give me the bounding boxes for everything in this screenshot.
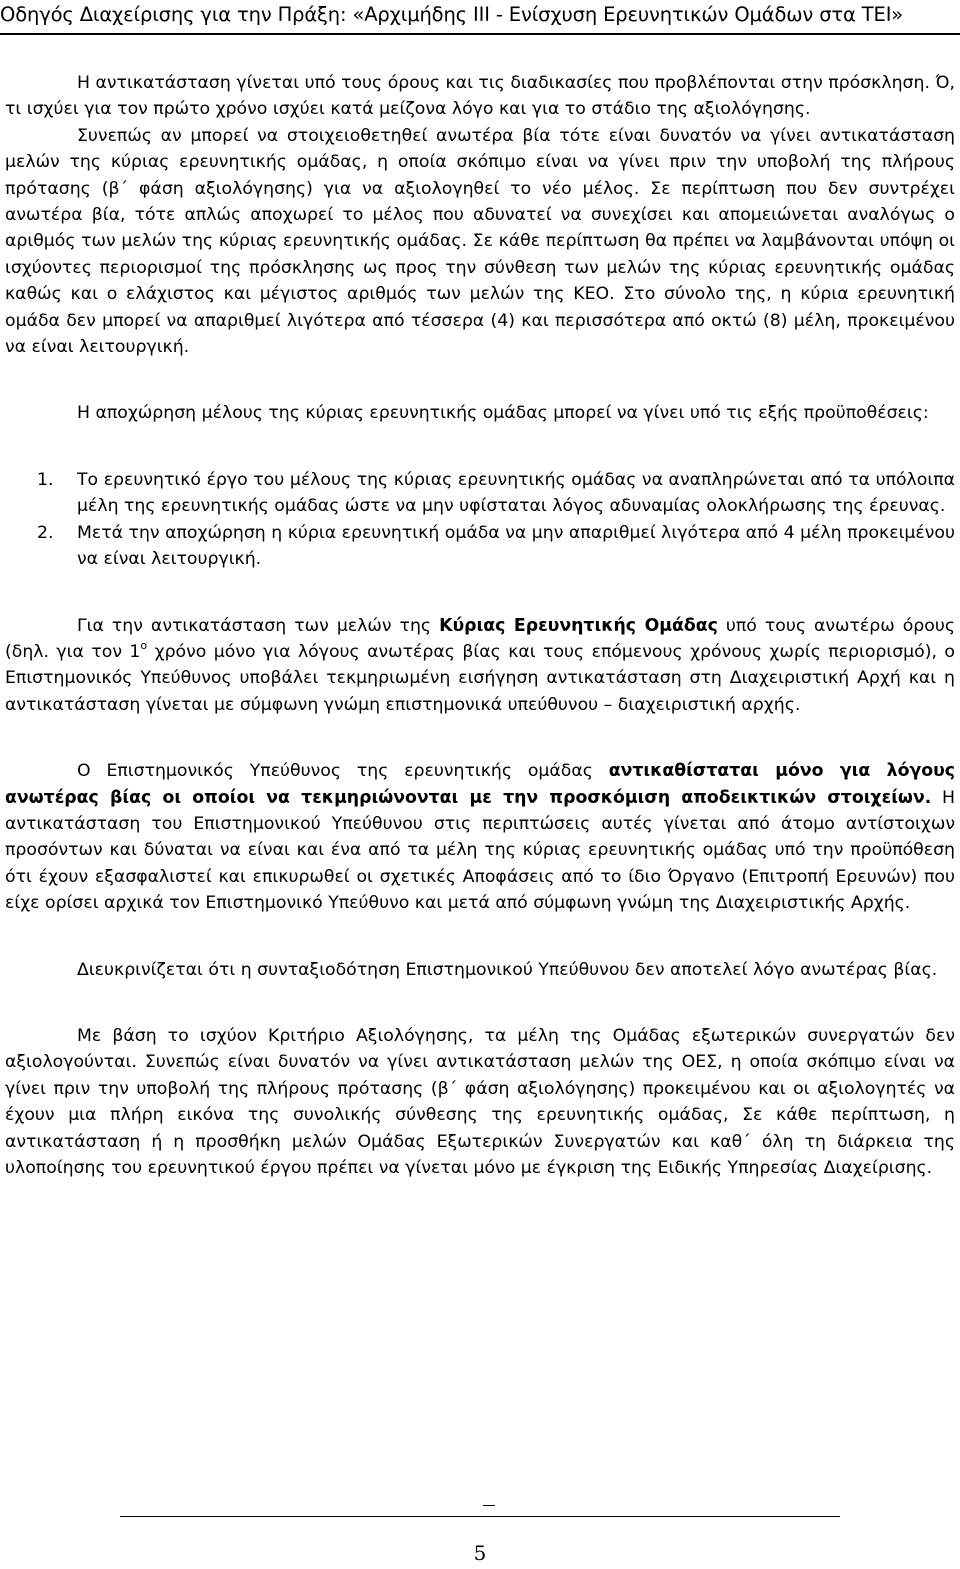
list-item-text: Μετά την αποχώρηση η κύρια ερευνητική ομάδα να μην απαριθμεί λιγότερα από 4 μέλη προκειμένου να είναι λειτουργική. <box>77 522 955 570</box>
emphasized-condition: αντικαθίσταται μόνο για λόγους ανωτέρας βίας οι οποίοι να τεκμηριώνονται με την προσκόμιση αποδεικτικών στοιχείων. <box>5 761 955 808</box>
paragraph-external-partners: Με βάση το ισχύον Κριτήριο Αξιολόγησης, τα μέλη της Ομάδας εξωτερικών συνεργατών δεν αξιολογούνται. Συνεπώς είναι δυνατόν να γίνει αντικατάσταση μελών της ΟΕΣ, η οποία σκόπιμο είναι να γίνει πριν την υποβολή της πλήρους πρότασης (β΄ φάση αξιολόγησης) προκειμένου και οι αξιολογητές να έχουν μια πλήρη εικόνα της συνολικής σύνθεσης της ερευνητικής ομάδας, Σε κάθε περίπτωση, η αντικατάσταση ή η προσθήκη μελών Ομάδας Εξωτερικών Συνεργατών και καθ΄ όλη τη διάρκεια της υλοποίησης του ερευνητικού έργου πρέπει να γίνεται μόνο με έγκριση της Ειδικής Υπηρεσίας Διαχείρισης. <box>5 1025 955 1178</box>
ordinal-superscript: ο <box>140 638 148 652</box>
paragraph-withdrawal-conditions: Η αποχώρηση μέλους της κύριας ερευνητικής ομάδας μπορεί να γίνει υπό τις εξής προϋποθέσεις: <box>77 403 929 424</box>
footer-mark <box>483 1505 495 1506</box>
list-item-number: 1. <box>37 469 54 490</box>
header-title: Οδηγός Διαχείρισης για την Πράξη: «Αρχιμήδης ΙΙΙ - Ενίσχυση Ερευνητικών Ομάδων στα ΤΕΙ» <box>0 3 904 26</box>
list-item <box>5 467 955 520</box>
paragraph-retirement-clarification: Διευκρινίζεται ότι η συνταξιοδότηση Επιστημονικού Υπεύθυνου δεν αποτελεί λόγο ανωτέρας βίας. <box>77 959 938 980</box>
paragraph-force-majeure: Συνεπώς αν μπορεί να στοιχειοθετηθεί ανωτέρα βία τότε είναι δυνατόν να γίνει αντικατάσταση μελών της κύριας ερευνητικής ομάδας, η οποία σκόπιμο είναι να γίνει πριν την υποβολή της πλήρους πρότασης (β΄ φάση αξιολόγησης) για να αξιολογηθεί το νέο μέλος. Σε περίπτωση που δεν συντρέχει ανωτέρα βία, τότε απλώς αποχωρεί το μέλος που αδυνατεί να συνεχίσει και απομειώνεται αναλόγως ο αριθμός των μελών της κύριας ερευνητικής ομάδας. Σε κάθε περίπτωση θα πρέπει να λαμβάνονται υπόψη οι ισχύοντες περιορισμοί της πρόσκλησης ως προς την σύνθεση των μελών της κύριας ερευνητικής ομάδας καθώς και ο ελάχιστος και μέγιστος αριθμός των μελών της ΚΕΟ. Στο σύνολο της, η κύρια ερευνητική ομάδα δεν μπορεί να απαριθμεί λιγότερα από τέσσερα (4) και περισσότερα από οκτώ (8) μέλη, προκειμένου να είναι λειτουργική. <box>5 125 955 358</box>
conditions-list <box>5 467 955 573</box>
document-body <box>5 70 955 1181</box>
header-divider <box>0 33 960 35</box>
paragraph-replacement-terms: Η αντικατάσταση γίνεται υπό τους όρους και τις διαδικασίες που προβλέπονται στην πρόσκληση. Ό, τι ισχύει για τον πρώτο χρόνο ισχύει κατά μείζονα λόγο και για το στάδιο της αξιολόγησης. <box>5 73 955 120</box>
page-header <box>0 4 960 44</box>
page-number: 5 <box>473 1541 487 1565</box>
footer-divider <box>120 1516 840 1517</box>
main-team-term: Κύριας Ερευνητικής Ομάδας <box>439 615 718 636</box>
list-item <box>5 520 955 573</box>
list-item-text: Το ερευνητικό έργο του μέλους της κύριας ερευνητικής ομάδας να αναπληρώνεται από τα υπόλοιπα μέλη της ερευνητικής ομάδας ώστε να μην υφίσταται λόγος αδυναμίας ολοκλήρωσης της έρευνας. <box>77 469 955 517</box>
list-item-number: 2. <box>37 522 54 543</box>
paragraph-main-team-replacement: Για την αντικατάσταση των μελών της Κύριας Ερευνητικής Ομάδας υπό τους ανωτέρω όρους (δηλ. για τον $1^o$ χρόνο μόνο για λόγους ανωτέρας βίας και τους επόμενους χρόνους χωρίς περιορισμό), ο Επιστημονικός Υπεύθυνος υποβάλει τεκμηριωμένη εισήγηση αντικατάσταση στη Διαχειριστική Αρχή και η αντικατάσταση γίνεται με σύμφωνη γνώμη επιστημονικά υπεύθυνου – διαχειριστική αρχής. <box>5 615 956 715</box>
paragraph-scientific-lead-replacement: Ο Επιστημονικός Υπεύθυνος της ερευνητικής ομάδας αντικαθίσταται μόνο για λόγους ανωτέρας βίας οι οποίοι να τεκμηριώνονται με την προσκόμιση αποδεικτικών στοιχείων. Η αντικατάσταση του Επιστημονικού Υπεύθυνου στις περιπτώσεις αυτές γίνεται από άτομο αντίστοιχων προσόντων και δύναται να είναι και ένα από τα μέλη της κύριας ερευνητικής ομάδας υπό την προϋπόθεση ότι έχουν εξασφαλιστεί και επικυρωθεί οι σχετικές Αποφάσεις από το ίδιο Όργανο (Επιτροπή Ερευνών) που είχε ορίσει αρχικά τον Επιστημονικό Υπεύθυνο και μετά από σύμφωνη γνώμη της Διαχειριστικής Αρχής. <box>5 761 955 914</box>
